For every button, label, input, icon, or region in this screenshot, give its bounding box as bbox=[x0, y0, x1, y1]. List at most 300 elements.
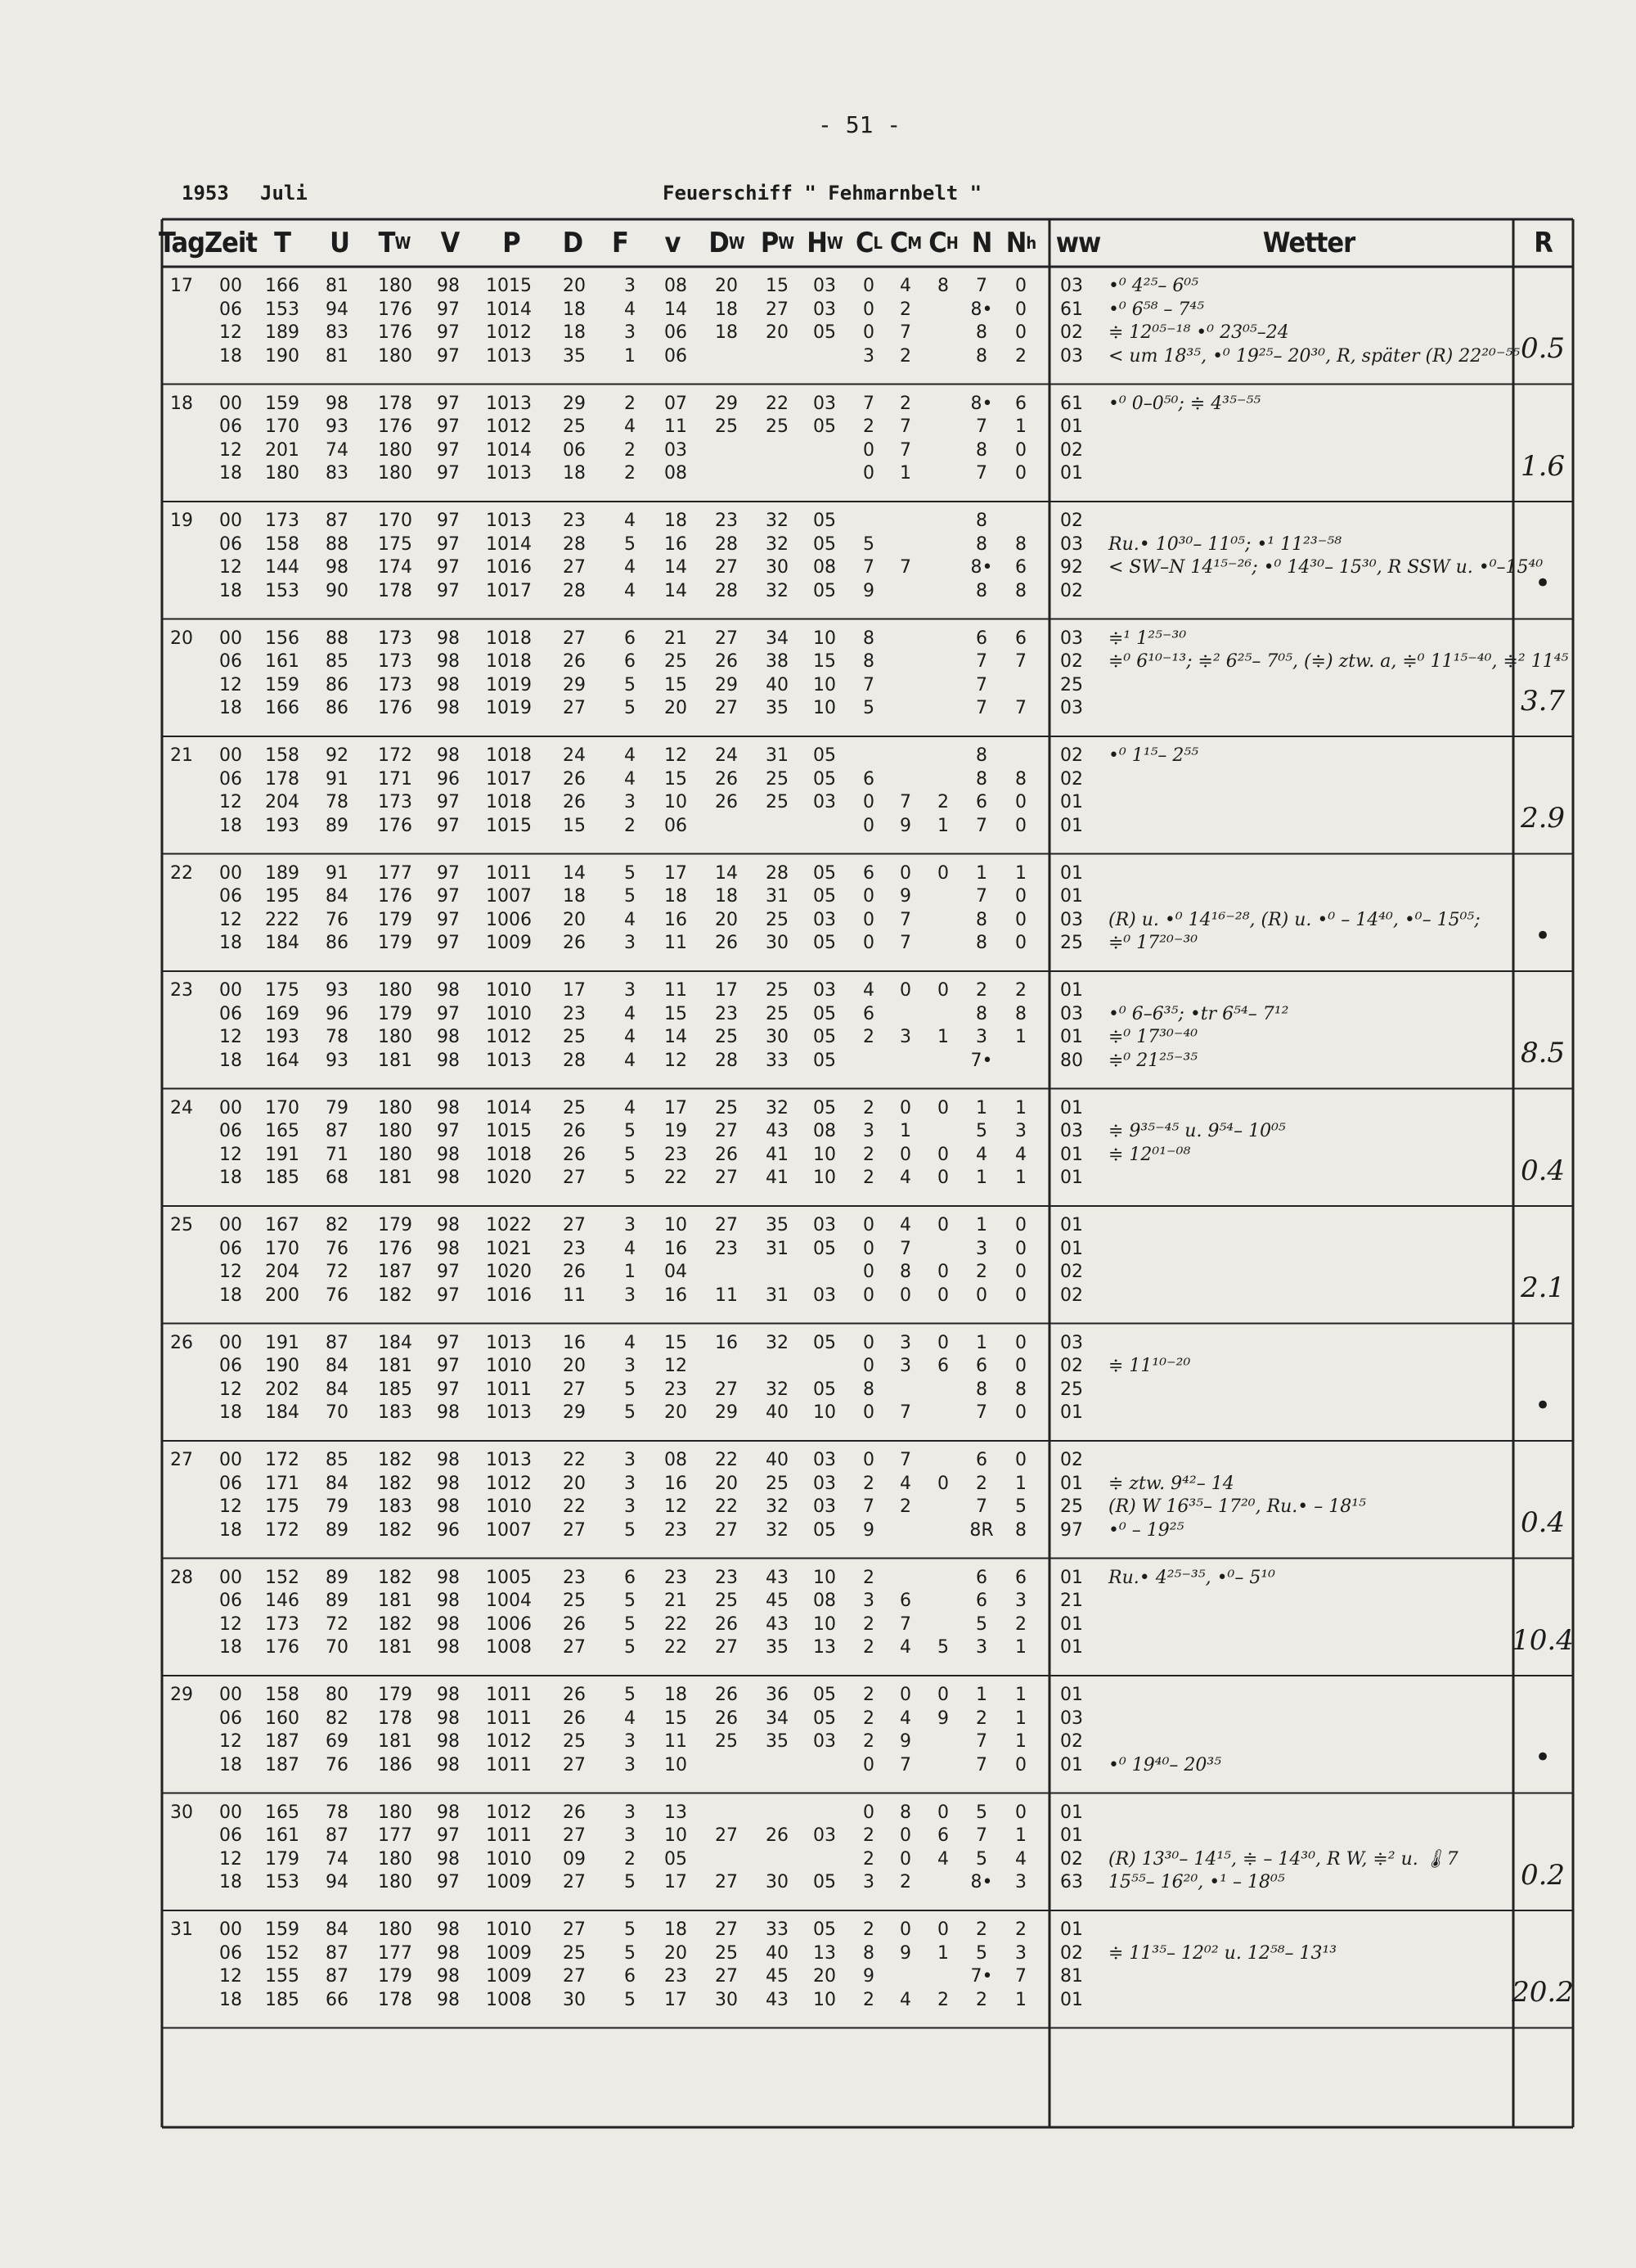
table-cell: 03 bbox=[1060, 1121, 1083, 1141]
table-cell: 34 bbox=[766, 628, 789, 649]
table-cell: 94 bbox=[326, 299, 348, 320]
precipitation-value: 8.5 bbox=[1520, 1037, 1566, 1069]
table-cell: 0 bbox=[863, 1450, 874, 1470]
table-cell: 185 bbox=[265, 1168, 299, 1188]
table-cell: 8 bbox=[976, 768, 987, 790]
table-cell: 3 bbox=[976, 1238, 987, 1259]
table-cell: 8 bbox=[1015, 533, 1027, 555]
table-cell: 25 bbox=[715, 1027, 738, 1047]
table-cell: 85 bbox=[326, 1450, 348, 1470]
table-cell: 173 bbox=[378, 651, 412, 672]
table-cell: 20 bbox=[563, 1356, 586, 1376]
table-cell: 01 bbox=[1060, 1637, 1083, 1658]
table-cell: 00 bbox=[219, 511, 242, 531]
column-header: P W bbox=[760, 227, 794, 259]
wetter-note: ≑ ztw. 9⁴²– 14 bbox=[1108, 1473, 1234, 1494]
table-cell: 26 bbox=[563, 1262, 586, 1282]
table-cell: 25 bbox=[1060, 674, 1083, 695]
table-cell: 0 bbox=[863, 1238, 874, 1259]
table-cell: 79 bbox=[326, 1496, 348, 1517]
table-cell: 18 bbox=[219, 1402, 242, 1423]
table-cell: 85 bbox=[326, 651, 348, 672]
table-cell: 18 bbox=[563, 299, 586, 320]
table-cell: 1013 bbox=[486, 1332, 532, 1353]
table-cell: 4 bbox=[624, 580, 636, 601]
table-cell: 1 bbox=[624, 1262, 636, 1282]
table-cell: 159 bbox=[265, 1919, 299, 1940]
table-cell: 25 bbox=[715, 1942, 738, 1964]
table-cell: 27 bbox=[715, 1872, 738, 1892]
table-cell: 97 bbox=[437, 1262, 460, 1282]
table-cell: 97 bbox=[437, 1872, 460, 1892]
table-cell: 03 bbox=[813, 1285, 836, 1306]
table-cell: 8 bbox=[976, 933, 987, 953]
table-cell: 6 bbox=[976, 1591, 987, 1611]
table-cell: 2 bbox=[863, 1708, 874, 1729]
table-cell: 3 bbox=[624, 792, 636, 812]
day-number: 24 bbox=[170, 1097, 193, 1118]
table-cell: 98 bbox=[437, 628, 460, 649]
table-cell: 8 bbox=[1015, 1519, 1027, 1541]
table-cell: 98 bbox=[437, 1144, 460, 1165]
table-cell: 34 bbox=[766, 1708, 789, 1729]
table-cell: 88 bbox=[326, 533, 348, 555]
table-cell: 00 bbox=[219, 276, 242, 296]
table-cell: 03 bbox=[813, 1215, 836, 1235]
table-cell: 0 bbox=[1015, 276, 1027, 296]
table-cell: 06 bbox=[219, 1942, 242, 1964]
table-cell: 0 bbox=[1015, 815, 1027, 836]
table-cell: 16 bbox=[664, 909, 687, 930]
table-cell: 0 bbox=[1015, 463, 1027, 484]
table-cell: 176 bbox=[378, 322, 412, 343]
table-cell: 25 bbox=[563, 1027, 586, 1047]
table-cell: 03 bbox=[664, 439, 687, 461]
table-cell: 31 bbox=[766, 886, 789, 907]
table-cell: 76 bbox=[326, 1238, 348, 1259]
table-cell: 0 bbox=[937, 1285, 949, 1306]
table-cell: 0 bbox=[976, 1285, 987, 1306]
table-cell: 10 bbox=[813, 674, 836, 695]
table-cell: 27 bbox=[563, 698, 586, 718]
table-cell: 1 bbox=[976, 862, 987, 884]
table-cell: 1011 bbox=[486, 862, 532, 884]
table-cell: 14 bbox=[664, 557, 687, 578]
table-cell: 8 bbox=[976, 1003, 987, 1024]
table-cell: 183 bbox=[378, 1402, 412, 1423]
table-cell: 0 bbox=[863, 792, 874, 812]
table-cell: 0 bbox=[900, 1685, 911, 1705]
table-cell: 4 bbox=[937, 1848, 949, 1870]
table-cell: 1013 bbox=[486, 393, 532, 414]
table-cell: 1012 bbox=[486, 1027, 532, 1047]
table-cell: 40 bbox=[766, 1942, 789, 1964]
table-cell: 61 bbox=[1060, 393, 1083, 414]
table-cell: 26 bbox=[715, 1685, 738, 1705]
table-cell: 29 bbox=[563, 674, 586, 695]
table-cell: 41 bbox=[766, 1168, 789, 1188]
table-cell: 146 bbox=[265, 1591, 299, 1611]
precipitation-value: 3.7 bbox=[1520, 684, 1566, 718]
table-cell: 98 bbox=[437, 1708, 460, 1729]
table-cell: 1016 bbox=[486, 1285, 532, 1306]
table-cell: 27 bbox=[563, 557, 586, 578]
table-cell: 30 bbox=[563, 1989, 586, 2010]
table-cell: 2 bbox=[624, 393, 636, 414]
table-cell: 176 bbox=[378, 815, 412, 836]
table-cell: 15 bbox=[664, 1003, 687, 1024]
table-cell: 3 bbox=[624, 1825, 636, 1846]
wetter-note: Ru.• 10³⁰– 11⁰⁵; •¹ 11²³⁻⁵⁸ bbox=[1108, 533, 1342, 555]
table-cell: 3 bbox=[1015, 1121, 1027, 1141]
table-cell: 3 bbox=[624, 1356, 636, 1376]
table-cell: 69 bbox=[326, 1731, 348, 1752]
table-cell: 1018 bbox=[486, 745, 532, 766]
table-cell: 43 bbox=[766, 1613, 789, 1635]
column-header: N bbox=[971, 227, 992, 259]
table-cell: 1014 bbox=[486, 299, 532, 320]
table-cell: 204 bbox=[265, 1262, 299, 1282]
precipitation-value: • bbox=[1534, 567, 1552, 600]
table-cell: 06 bbox=[219, 886, 242, 907]
table-cell: 158 bbox=[265, 533, 299, 555]
table-cell: 32 bbox=[766, 1097, 789, 1118]
table-cell: 29 bbox=[563, 1402, 586, 1423]
table-cell: 27 bbox=[563, 1919, 586, 1940]
table-cell: 26 bbox=[563, 1121, 586, 1141]
table-cell: 26 bbox=[563, 768, 586, 790]
table-cell: 23 bbox=[664, 1379, 687, 1400]
table-cell: 0 bbox=[937, 1919, 949, 1940]
table-cell: 9 bbox=[863, 1519, 874, 1541]
precipitation-value: 1.6 bbox=[1520, 449, 1566, 483]
table-cell: 18 bbox=[219, 580, 242, 601]
table-cell: 97 bbox=[437, 815, 460, 836]
table-cell: 176 bbox=[378, 299, 412, 320]
table-cell: 22 bbox=[664, 1168, 687, 1188]
table-cell: 7 bbox=[976, 463, 987, 484]
table-cell: 22 bbox=[563, 1496, 586, 1517]
table-cell: 07 bbox=[664, 393, 687, 414]
table-cell: 4 bbox=[624, 1097, 636, 1118]
table-cell: 97 bbox=[437, 886, 460, 907]
table-cell: 97 bbox=[437, 1356, 460, 1376]
table-cell: 3 bbox=[1015, 1942, 1027, 1964]
table-cell: 18 bbox=[563, 463, 586, 484]
table-cell: 5 bbox=[624, 1989, 636, 2010]
table-cell: 27 bbox=[563, 1754, 586, 1775]
table-cell: 25 bbox=[1060, 1379, 1083, 1400]
table-cell: 18 bbox=[664, 511, 687, 531]
table-cell: 1013 bbox=[486, 1402, 532, 1423]
table-cell: 20 bbox=[715, 909, 738, 930]
table-cell: 6 bbox=[1015, 557, 1027, 578]
table-cell: 98 bbox=[437, 1473, 460, 1494]
table-cell: 98 bbox=[437, 651, 460, 672]
table-cell: 10 bbox=[664, 792, 687, 812]
table-cell: 18 bbox=[219, 1872, 242, 1892]
table-cell: 97 bbox=[1060, 1519, 1083, 1541]
table-cell: 02 bbox=[1060, 322, 1083, 343]
table-cell: 26 bbox=[715, 1144, 738, 1165]
table-cell: 3 bbox=[863, 1872, 874, 1892]
table-cell: 03 bbox=[1060, 533, 1083, 555]
table-cell: 2 bbox=[624, 463, 636, 484]
table-cell: 97 bbox=[437, 909, 460, 930]
table-cell: 7 bbox=[900, 1238, 911, 1259]
table-cell: 4 bbox=[624, 1332, 636, 1353]
table-cell: 3 bbox=[624, 1450, 636, 1470]
table-cell: 84 bbox=[326, 1379, 348, 1400]
table-cell: 30 bbox=[766, 933, 789, 953]
table-cell: 161 bbox=[265, 651, 299, 672]
table-cell: 01 bbox=[1060, 1402, 1083, 1423]
table-cell: 98 bbox=[437, 1942, 460, 1964]
table-cell: 5 bbox=[624, 533, 636, 555]
table-cell: 01 bbox=[1060, 416, 1083, 437]
table-cell: 03 bbox=[1060, 628, 1083, 649]
table-cell: 179 bbox=[378, 1215, 412, 1235]
table-cell: 15 bbox=[766, 276, 789, 296]
table-cell: 7 bbox=[976, 886, 987, 907]
table-cell: 3 bbox=[624, 276, 636, 296]
table-cell: 12 bbox=[219, 1848, 242, 1870]
table-cell: 32 bbox=[766, 1332, 789, 1353]
table-cell: 87 bbox=[326, 1942, 348, 1964]
table-cell: 2 bbox=[900, 1496, 911, 1517]
table-cell: 10 bbox=[813, 1402, 836, 1423]
table-cell: 5 bbox=[1015, 1496, 1027, 1517]
table-cell: 2 bbox=[863, 1168, 874, 1188]
table-cell: 190 bbox=[265, 1356, 299, 1376]
table-cell: 1010 bbox=[486, 1919, 532, 1940]
table-cell: 18 bbox=[219, 815, 242, 836]
table-cell: 4 bbox=[900, 1637, 911, 1658]
table-cell: 7 bbox=[976, 1402, 987, 1423]
table-cell: 0 bbox=[1015, 1450, 1027, 1470]
table-cell: 18 bbox=[715, 322, 738, 343]
table-cell: 181 bbox=[378, 1356, 412, 1376]
table-cell: 2 bbox=[863, 1637, 874, 1658]
table-cell: 8 bbox=[976, 533, 987, 555]
table-cell: 93 bbox=[326, 1050, 348, 1071]
table-cell: 2 bbox=[900, 393, 911, 414]
table-cell: 31 bbox=[766, 1285, 789, 1306]
table-cell: 25 bbox=[1060, 1496, 1083, 1517]
table-cell: 25 bbox=[563, 1731, 586, 1752]
table-cell: 171 bbox=[378, 768, 412, 790]
table-cell: 8 bbox=[976, 745, 987, 766]
table-cell: 06 bbox=[219, 299, 242, 320]
table-cell: 1 bbox=[937, 1027, 949, 1047]
table-cell: 97 bbox=[437, 463, 460, 484]
table-cell: 83 bbox=[326, 463, 348, 484]
table-cell: 0 bbox=[1015, 299, 1027, 320]
table-cell: 98 bbox=[437, 1848, 460, 1870]
table-cell: 7 bbox=[900, 416, 911, 437]
table-cell: 5 bbox=[976, 1802, 987, 1823]
wetter-note: (R) u. •⁰ 14¹⁶⁻²⁸, (R) u. •⁰ – 14⁴⁰, •⁰– 15⁰⁵; bbox=[1108, 909, 1481, 930]
table-cell: 8 bbox=[1015, 1003, 1027, 1024]
table-cell: 173 bbox=[265, 511, 299, 531]
table-cell: 178 bbox=[265, 768, 299, 790]
table-cell: 175 bbox=[378, 533, 412, 555]
table-cell: 00 bbox=[219, 862, 242, 884]
table-cell: 1010 bbox=[486, 1848, 532, 1870]
day-number: 17 bbox=[170, 276, 193, 296]
table-cell: 98 bbox=[437, 1050, 460, 1071]
table-cell: 6 bbox=[900, 1591, 911, 1611]
table-cell: 27 bbox=[715, 1379, 738, 1400]
table-cell: 76 bbox=[326, 1754, 348, 1775]
table-cell: 181 bbox=[378, 1637, 412, 1658]
wetter-note: < um 18³⁵, •⁰ 19²⁵– 20³⁰, R, später (R) 22²⁰⁻⁵⁵ bbox=[1108, 345, 1521, 367]
table-cell: 27 bbox=[563, 1637, 586, 1658]
table-cell: 0 bbox=[1015, 1262, 1027, 1282]
table-cell: 02 bbox=[1060, 1450, 1083, 1470]
wetter-note: ≑ 12⁰⁵⁻¹⁸ •⁰ 23⁰⁵–24 bbox=[1108, 322, 1289, 343]
table-cell: 179 bbox=[378, 933, 412, 953]
table-cell: 15 bbox=[563, 815, 586, 836]
table-cell: 83 bbox=[326, 322, 348, 343]
table-cell: 31 bbox=[766, 745, 789, 766]
table-cell: 97 bbox=[437, 1379, 460, 1400]
table-cell: 06 bbox=[219, 1708, 242, 1729]
table-cell: 190 bbox=[265, 345, 299, 367]
precipitation-value: • bbox=[1534, 1388, 1552, 1422]
table-cell: 26 bbox=[715, 933, 738, 953]
table-cell: 181 bbox=[378, 1050, 412, 1071]
table-cell: 97 bbox=[437, 792, 460, 812]
table-cell: 70 bbox=[326, 1637, 348, 1658]
table-cell: 26 bbox=[563, 1802, 586, 1823]
table-cell: 25 bbox=[766, 768, 789, 790]
table-cell: 26 bbox=[715, 1708, 738, 1729]
table-cell: 2 bbox=[624, 815, 636, 836]
table-cell: 2 bbox=[1015, 1613, 1027, 1635]
table-cell: 0 bbox=[1015, 792, 1027, 812]
table-cell: 1016 bbox=[486, 557, 532, 578]
table-cell: 166 bbox=[265, 276, 299, 296]
wetter-note: ≑ 9³⁵⁻⁴⁵ u. 9⁵⁴– 10⁰⁵ bbox=[1108, 1121, 1286, 1141]
table-cell: 5 bbox=[624, 1144, 636, 1165]
table-cell: 180 bbox=[378, 463, 412, 484]
table-cell: 171 bbox=[265, 1473, 299, 1494]
table-cell: 8 bbox=[863, 651, 874, 672]
table-cell: 7 bbox=[900, 322, 911, 343]
table-cell: 97 bbox=[437, 1121, 460, 1141]
table-cell: 182 bbox=[378, 1450, 412, 1470]
table-cell: 97 bbox=[437, 933, 460, 953]
table-cell: 0 bbox=[863, 299, 874, 320]
table-cell: 0 bbox=[937, 1262, 949, 1282]
table-cell: 1 bbox=[976, 1215, 987, 1235]
table-cell: 15 bbox=[664, 1332, 687, 1353]
table-cell: 8 bbox=[1015, 768, 1027, 790]
table-cell: 0 bbox=[900, 1848, 911, 1870]
table-cell: 13 bbox=[664, 1802, 687, 1823]
table-cell: 78 bbox=[326, 1027, 348, 1047]
table-cell: 1006 bbox=[486, 909, 532, 930]
table-cell: 10 bbox=[664, 1825, 687, 1846]
table-cell: 14 bbox=[664, 1027, 687, 1047]
table-cell: 4 bbox=[900, 1989, 911, 2010]
table-cell: 9 bbox=[863, 580, 874, 601]
table-cell: 152 bbox=[265, 1567, 299, 1588]
table-cell: 4 bbox=[1015, 1848, 1027, 1870]
table-cell: 0 bbox=[863, 1802, 874, 1823]
table-cell: 31 bbox=[766, 1238, 789, 1259]
table-cell: 22 bbox=[715, 1450, 738, 1470]
table-cell: 16 bbox=[664, 1473, 687, 1494]
table-cell: 1 bbox=[1015, 1027, 1027, 1047]
table-cell: 01 bbox=[1060, 463, 1083, 484]
table-cell: 180 bbox=[378, 1919, 412, 1940]
table-cell: 05 bbox=[813, 862, 836, 884]
table-cell: 0 bbox=[937, 862, 949, 884]
table-cell: 181 bbox=[378, 1168, 412, 1188]
wetter-note: (R) W 16³⁵– 17²⁰, Ru.• – 18¹⁵ bbox=[1108, 1496, 1366, 1517]
table-cell: 1013 bbox=[486, 1050, 532, 1071]
table-cell: 180 bbox=[378, 345, 412, 367]
precipitation-value: 0.5 bbox=[1520, 332, 1566, 365]
table-cell: 98 bbox=[437, 1966, 460, 1987]
table-cell: 05 bbox=[813, 1238, 836, 1259]
table-cell: 32 bbox=[766, 1519, 789, 1541]
table-cell: 7 bbox=[1015, 651, 1027, 672]
table-cell: 20 bbox=[813, 1966, 836, 1987]
column-header: T bbox=[274, 227, 290, 259]
table-cell: 170 bbox=[265, 416, 299, 437]
table-cell: 98 bbox=[437, 1402, 460, 1423]
table-cell: 185 bbox=[378, 1379, 412, 1400]
table-cell: 26 bbox=[715, 792, 738, 812]
table-cell: 72 bbox=[326, 1262, 348, 1282]
table-cell: 18 bbox=[219, 698, 242, 718]
table-cell: 7 bbox=[863, 1496, 874, 1517]
table-cell: 27 bbox=[715, 1825, 738, 1846]
table-cell: 180 bbox=[378, 1027, 412, 1047]
table-cell: 6 bbox=[863, 862, 874, 884]
table-cell: 18 bbox=[219, 1285, 242, 1306]
table-cell: 27 bbox=[715, 1637, 738, 1658]
table-cell: 00 bbox=[219, 628, 242, 649]
table-cell: 97 bbox=[437, 1825, 460, 1846]
table-cell: 87 bbox=[326, 1121, 348, 1141]
table-cell: 5 bbox=[937, 1637, 949, 1658]
table-cell: 7 bbox=[1015, 1966, 1027, 1987]
table-cell: 98 bbox=[437, 1637, 460, 1658]
table-cell: 2 bbox=[1015, 1919, 1027, 1940]
table-cell: 17 bbox=[715, 980, 738, 1001]
table-cell: 8 bbox=[1015, 1379, 1027, 1400]
column-header: D bbox=[562, 227, 583, 259]
table-cell: 03 bbox=[1060, 276, 1083, 296]
table-cell: 27 bbox=[715, 1966, 738, 1987]
table-cell: 96 bbox=[437, 768, 460, 790]
table-cell: 02 bbox=[1060, 439, 1083, 461]
table-cell: 27 bbox=[563, 1519, 586, 1541]
table-cell: 0 bbox=[863, 1332, 874, 1353]
table-cell: 1009 bbox=[486, 1966, 532, 1987]
table-cell: 43 bbox=[766, 1989, 789, 2010]
table-cell: 20 bbox=[664, 1402, 687, 1423]
table-cell: 27 bbox=[715, 1919, 738, 1940]
table-cell: 00 bbox=[219, 1919, 242, 1940]
table-cell: 176 bbox=[378, 1238, 412, 1259]
table-cell: 6 bbox=[863, 1003, 874, 1024]
table-cell: 02 bbox=[1060, 1262, 1083, 1282]
